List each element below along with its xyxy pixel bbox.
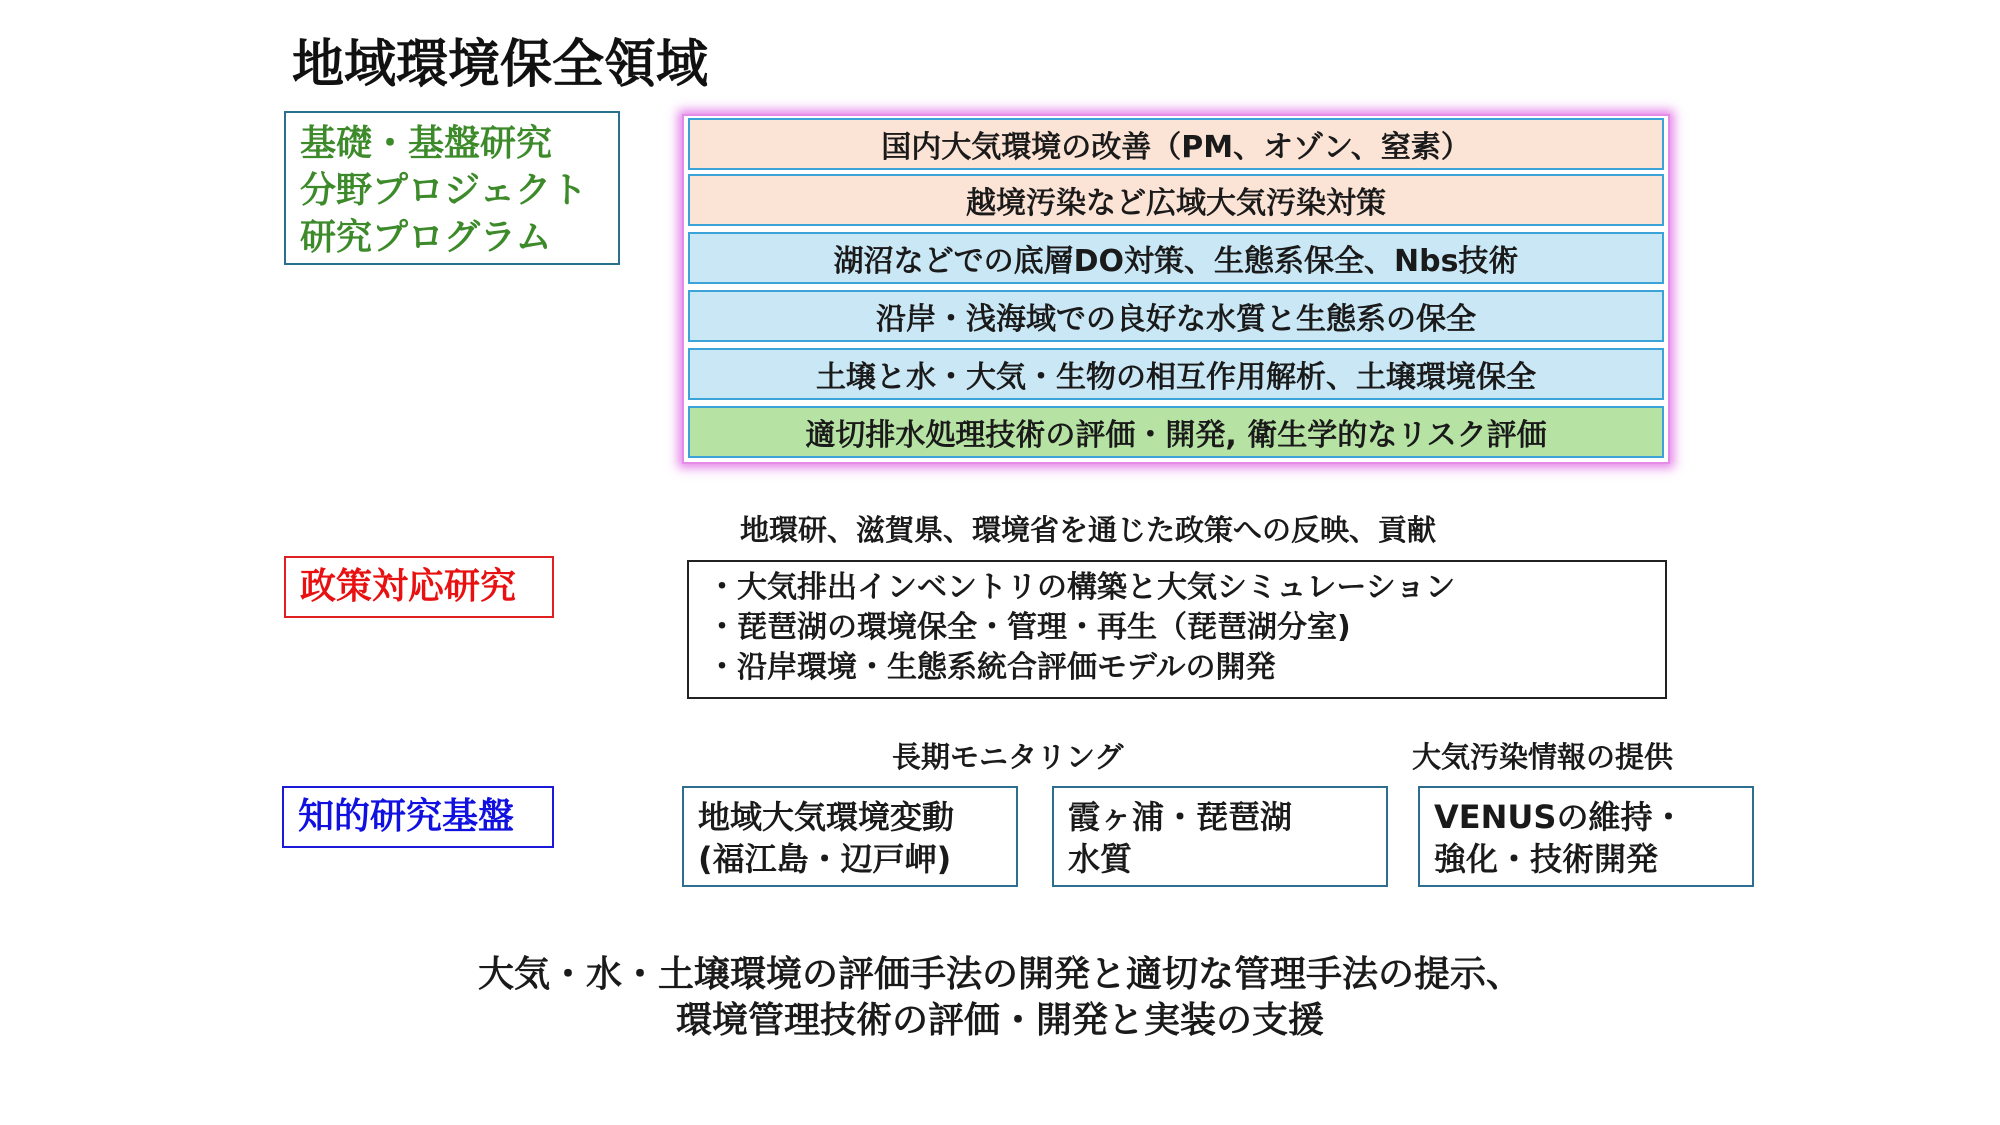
basic-research-line: 分野プロジェクト bbox=[300, 169, 588, 211]
card-line: VENUSの維持・ bbox=[1434, 798, 1685, 836]
card-line: 地域大気環境変動 bbox=[698, 798, 955, 836]
monitoring-card-water bbox=[1052, 786, 1388, 887]
basic-research-line: 基礎・基盤研究 bbox=[300, 123, 553, 164]
monitoring-caption: 長期モニタリング bbox=[892, 740, 1124, 774]
card-line: 強化・技術開発 bbox=[1434, 840, 1659, 878]
policy-item: ・琵琶湖の環境保全・管理・再生（琵琶湖分室) bbox=[707, 610, 1351, 645]
theme-row bbox=[688, 348, 1664, 400]
basic-research-line: 研究プログラム bbox=[300, 216, 552, 258]
monitoring-card-air bbox=[682, 786, 1018, 887]
policy-research-label: 政策対応研究 bbox=[300, 566, 517, 607]
theme-row bbox=[688, 232, 1664, 284]
research-themes-stack bbox=[682, 114, 1670, 464]
card-line: (福江島・辺戸岬) bbox=[698, 840, 952, 878]
theme-row bbox=[688, 118, 1664, 170]
theme-label: 湖沼などでの底層DO対策、生態系保全、Nbs技術 bbox=[833, 244, 1519, 279]
theme-row bbox=[688, 174, 1664, 226]
theme-label: 土壌と水・大気・生物の相互作用解析、土壌環境保全 bbox=[816, 360, 1536, 395]
policy-caption: 地環研、滋賀県、環境省を通じた政策への反映、貢献 bbox=[740, 513, 1437, 547]
theme-label: 適切排水処理技術の評価・開発, 衛生学的なリスク評価 bbox=[805, 418, 1547, 453]
intellectual-base-label: 知的研究基盤 bbox=[298, 796, 515, 837]
venus-card bbox=[1418, 786, 1754, 887]
policy-item: ・沿岸環境・生態系統合評価モデルの開発 bbox=[707, 650, 1276, 685]
info-caption: 大気汚染情報の提供 bbox=[1412, 740, 1674, 774]
summary-footer bbox=[0, 952, 2000, 1044]
card-line: 霞ヶ浦・琵琶湖 bbox=[1068, 798, 1293, 836]
footer-line: 大気・水・土壌環境の評価手法の開発と適切な管理手法の提示、 bbox=[477, 954, 1522, 995]
footer-line: 環境管理技術の評価・開発と実装の支援 bbox=[675, 1000, 1324, 1041]
policy-items-box bbox=[687, 560, 1667, 699]
card-line: 水質 bbox=[1068, 840, 1133, 878]
theme-row bbox=[688, 290, 1664, 342]
page-title: 地域環境保全領域 bbox=[292, 35, 709, 95]
theme-label: 国内大気環境の改善（PM、オゾン、窒素） bbox=[881, 130, 1471, 165]
theme-label: 沿岸・浅海域での良好な水質と生態系の保全 bbox=[876, 302, 1476, 337]
intellectual-base-box bbox=[282, 786, 554, 848]
theme-row bbox=[688, 406, 1664, 458]
policy-item: ・大気排出インベントリの構築と大気シミュレーション bbox=[707, 570, 1456, 605]
policy-research-box bbox=[284, 556, 554, 618]
theme-label: 越境汚染など広域大気汚染対策 bbox=[966, 186, 1386, 221]
basic-research-box bbox=[284, 111, 620, 265]
